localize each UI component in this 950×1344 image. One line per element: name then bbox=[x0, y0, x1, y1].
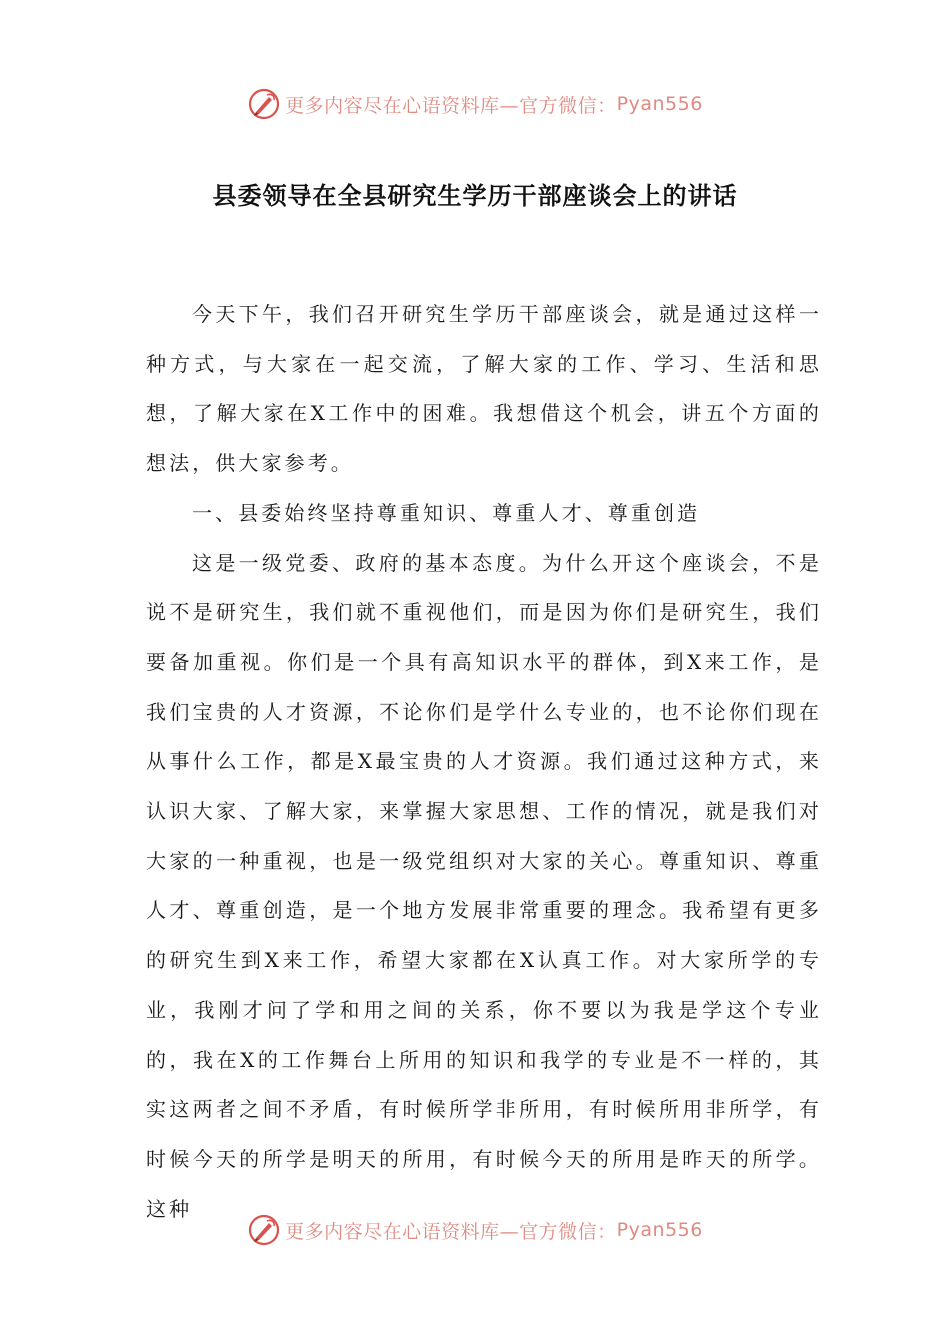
watermark-text: 更多内容尽在心语资料库—官方微信： bbox=[285, 94, 617, 117]
watermark-text: 更多内容尽在心语资料库—官方微信： bbox=[285, 1220, 617, 1243]
document-body bbox=[146, 290, 822, 1234]
pen-logo-icon bbox=[247, 1213, 281, 1247]
watermark-wechat-id: Pyan556 bbox=[616, 1219, 703, 1241]
pen-logo-icon bbox=[247, 87, 281, 121]
footer-watermark bbox=[0, 1210, 950, 1250]
section-heading-1: 一、县委始终坚持尊重知识、尊重人才、尊重创造 bbox=[192, 500, 701, 525]
header-watermark bbox=[0, 84, 950, 124]
document-title: 县委领导在全县研究生学历干部座谈会上的讲话 bbox=[212, 182, 738, 210]
paragraph-section-1: 这是一级党委、政府的基本态度。为什么开这个座谈会，不是说不是研究生，我们就不重视他们，而是因为你们是研究生，我们要备加重视。你们是一个具有高知识水平的群体，到X来工作，是我们宝贵的人才资源，不论你们是学什么专业的，也不论你们现在从事什么工作，都是X最宝贵的人才资源。我们通过这种方式，来认识大家、了解大家，来掌握大家思想、工作的情况，就是我们对大家的一种重视，也是一级党组织对大家的关心。尊重知识、尊重人才、尊重创造，是一个地方发展非常重要的理念。我希望有更多的研究生到X来工作，希望大家都在X认真工作。对大家所学的专业，我刚才问了学和用之间的关系，你不要以为我是学这个专业的，我在X的工作舞台上所用的知识和我学的专业是不一样的，其实这两者之间不矛盾，有时候所学非所用，有时候所用非所学，有时候今天的所学是明天的所用，有时候今天的所用是昨天的所学。这种 bbox=[146, 550, 822, 1221]
paragraph-intro: 今天下午，我们召开研究生学历干部座谈会，就是通过这样一种方式，与大家在一起交流，了解大家的工作、学习、生活和思想，了解大家在X工作中的困难。我想借这个机会，讲五个方面的想法，供大家参考。 bbox=[146, 302, 822, 476]
watermark-wechat-id: Pyan556 bbox=[616, 93, 703, 115]
